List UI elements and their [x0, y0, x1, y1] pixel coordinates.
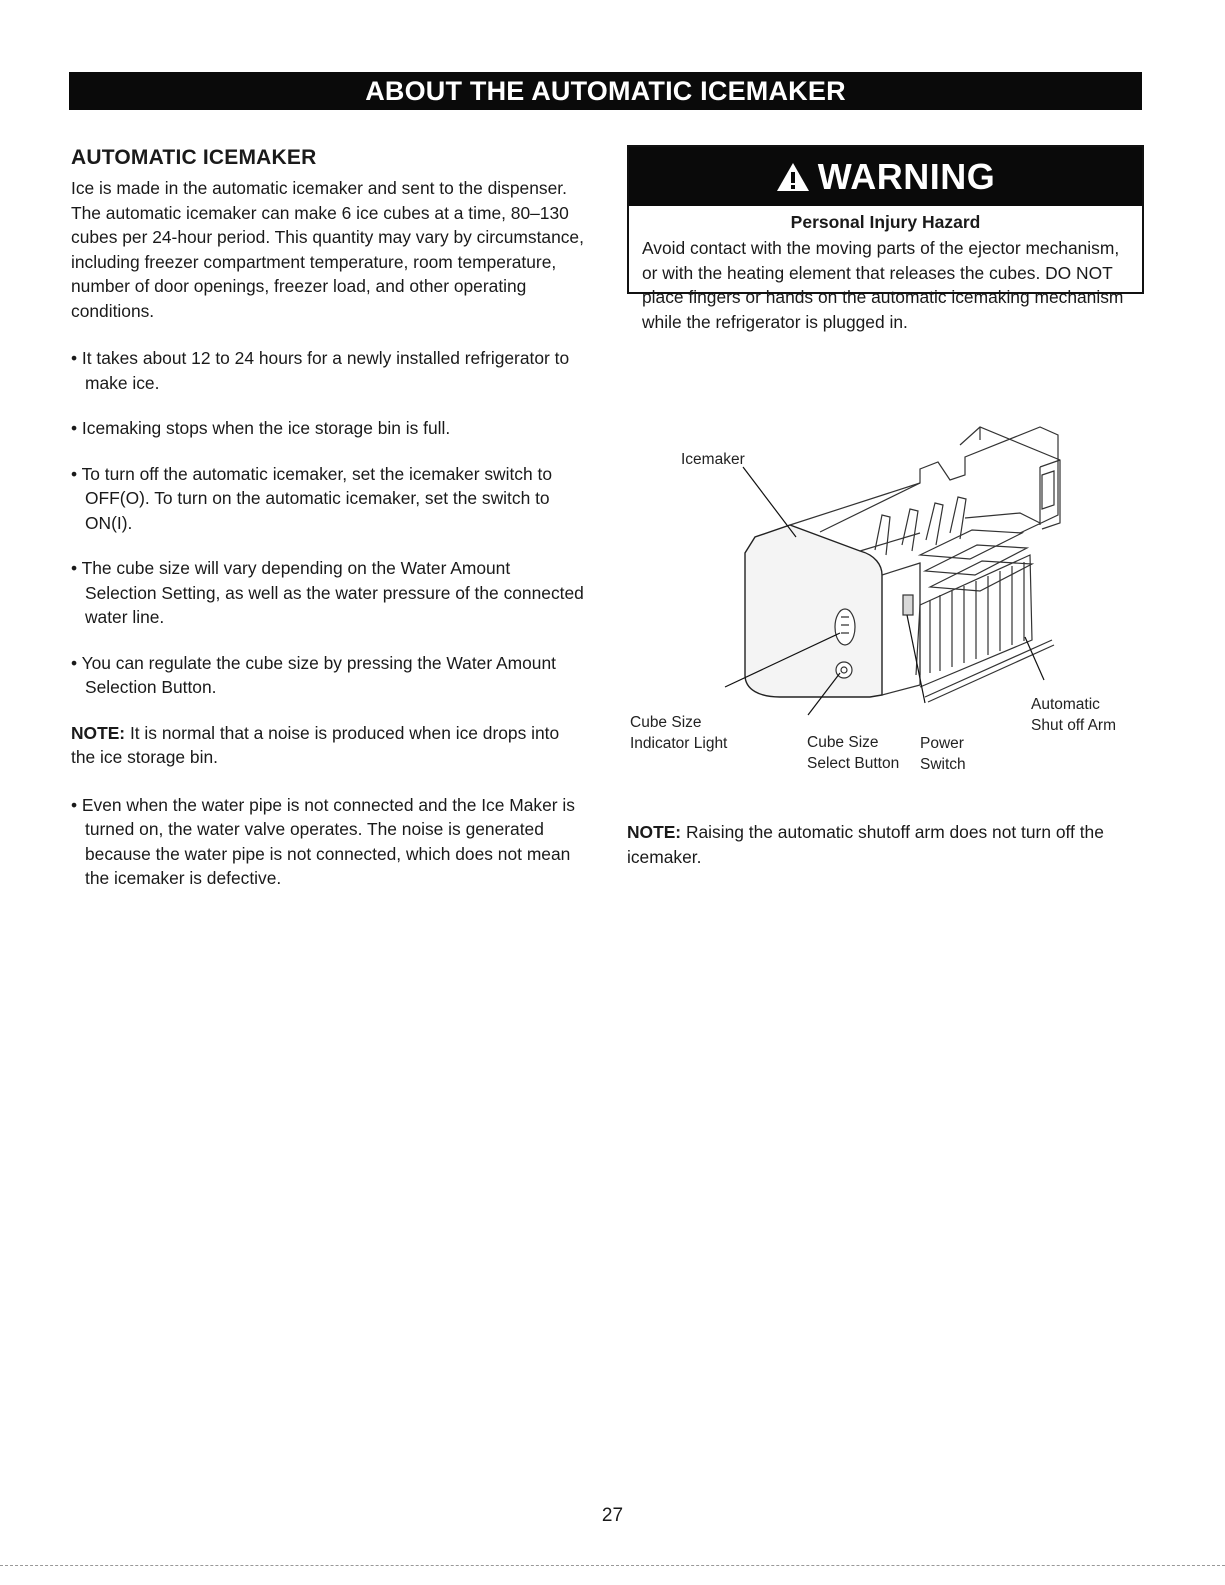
label-power-line1: Power [920, 735, 964, 752]
label-shutoff-line1: Automatic [1031, 696, 1100, 713]
bullet-regulate: • You can regulate the cube size by pressing the Water Amount Selection Button. [71, 652, 556, 697]
bullet-water-pipe: • Even when the water pipe is not connected and the Ice Maker is turned on, the water valve operates. The noise is generated because the water pipe is not connected, which does not mean the icemaker is defective. [71, 794, 575, 888]
warning-box [627, 145, 1144, 332]
page-number: 27 [601, 1505, 624, 1526]
label-shutoff-line2: Shut off Arm [1031, 717, 1117, 734]
bullet-switch: • To turn off the automatic icemaker, set the icemaker switch to OFF(O). To turn on the automatic icemaker, set the switch to ON(I). [71, 463, 553, 533]
warning-subtitle: Personal Injury Hazard [790, 212, 981, 232]
bullet-bin-full: • Icemaking stops when the ice storage bin is full. [71, 418, 451, 438]
bottom-rule [0, 1565, 1225, 1566]
note-label: NOTE: [71, 722, 126, 743]
note-shutoff-arm [627, 820, 1147, 869]
icemaker-diagram [620, 405, 1150, 790]
label-indicator-line1: Cube Size [630, 714, 702, 731]
page-banner: ABOUT THE AUTOMATIC ICEMAKER [69, 72, 1142, 110]
intro-paragraph: Ice is made in the automatic icemaker and sent to the dispenser. The automatic icemaker can make 6 ice cubes at a time, 80–130 cubes per 24-hour period. This quantity may vary by circumstance, including freezer compartment temperature, room temperature, number of door openings, freezer load, and other operating conditions. [71, 178, 584, 321]
note2-label: NOTE: [627, 822, 682, 842]
note-text: It is normal that a noise is produced when ice drops into the ice storage bin. [71, 722, 560, 767]
warning-triangle-icon [776, 162, 810, 192]
warning-body: Avoid contact with the moving parts of the ejector mechanism, or with the heating element that releases the cubes. DO NOT place fingers or hands on the automatic icemaking mechanism while the refrigerator is plugged in. [642, 238, 1124, 332]
label-indicator-line2: Indicator Light [630, 735, 728, 752]
note2-text: Raising the automatic shutoff arm does not turn off the icemaker. [627, 822, 1104, 867]
icemaker-section [71, 146, 586, 891]
warning-header [629, 147, 1142, 206]
bullet-install-time: • It takes about 12 to 24 hours for a newly installed refrigerator to make ice. [71, 348, 570, 393]
label-icemaker: Icemaker [681, 451, 745, 468]
note-noise [71, 721, 586, 770]
label-power-line2: Switch [920, 756, 966, 773]
label-select-line1: Cube Size [807, 734, 879, 751]
label-select-line2: Select Button [807, 755, 900, 772]
warning-title: WARNING [817, 155, 996, 197]
bullet-cube-size: • The cube size will vary depending on the Water Amount Selection Setting, as well as the water pressure of the connected water line. [71, 558, 584, 627]
section-heading: AUTOMATIC ICEMAKER [71, 146, 317, 169]
